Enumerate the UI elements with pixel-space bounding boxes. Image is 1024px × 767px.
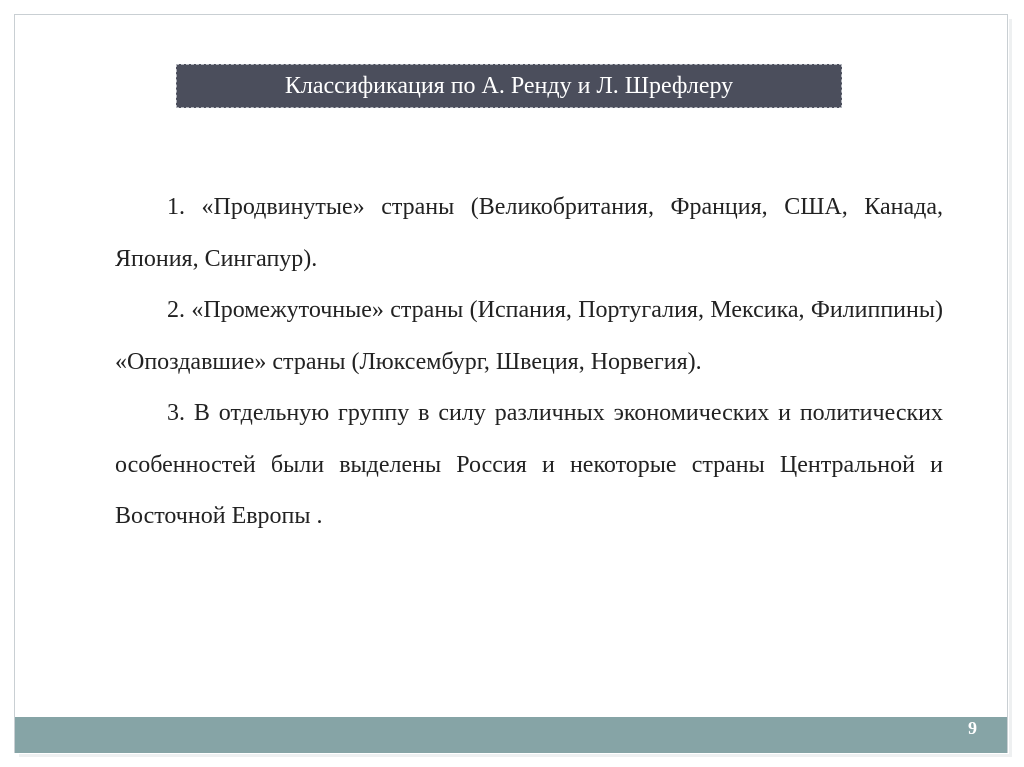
paragraph-separate-group: 3. В отдельную группу в силу различных экономических и политических особенностей были выделены Россия и некоторые страны Центральной и Восточной Европы . [115,400,943,529]
slide-body [115,182,943,543]
slide [14,14,1008,753]
page-number: 9 [968,718,977,738]
slide-title-box [176,64,842,108]
slide-title: Классификация по А. Ренду и Л. Шрефлеру [284,72,734,99]
paragraph-advanced-countries: 1. «Продвинутые» страны (Великобритания, Франция, США, Канада, Япония, Сингапур). [115,194,943,272]
paragraph-intermediate-countries: 2. «Промежуточные» страны (Испания, Португалия, Мексика, Филиппины) «Опоздавшие» страны (Люксембург, Швеция, Норвегия). [115,297,943,375]
footer-bar [15,717,1007,753]
